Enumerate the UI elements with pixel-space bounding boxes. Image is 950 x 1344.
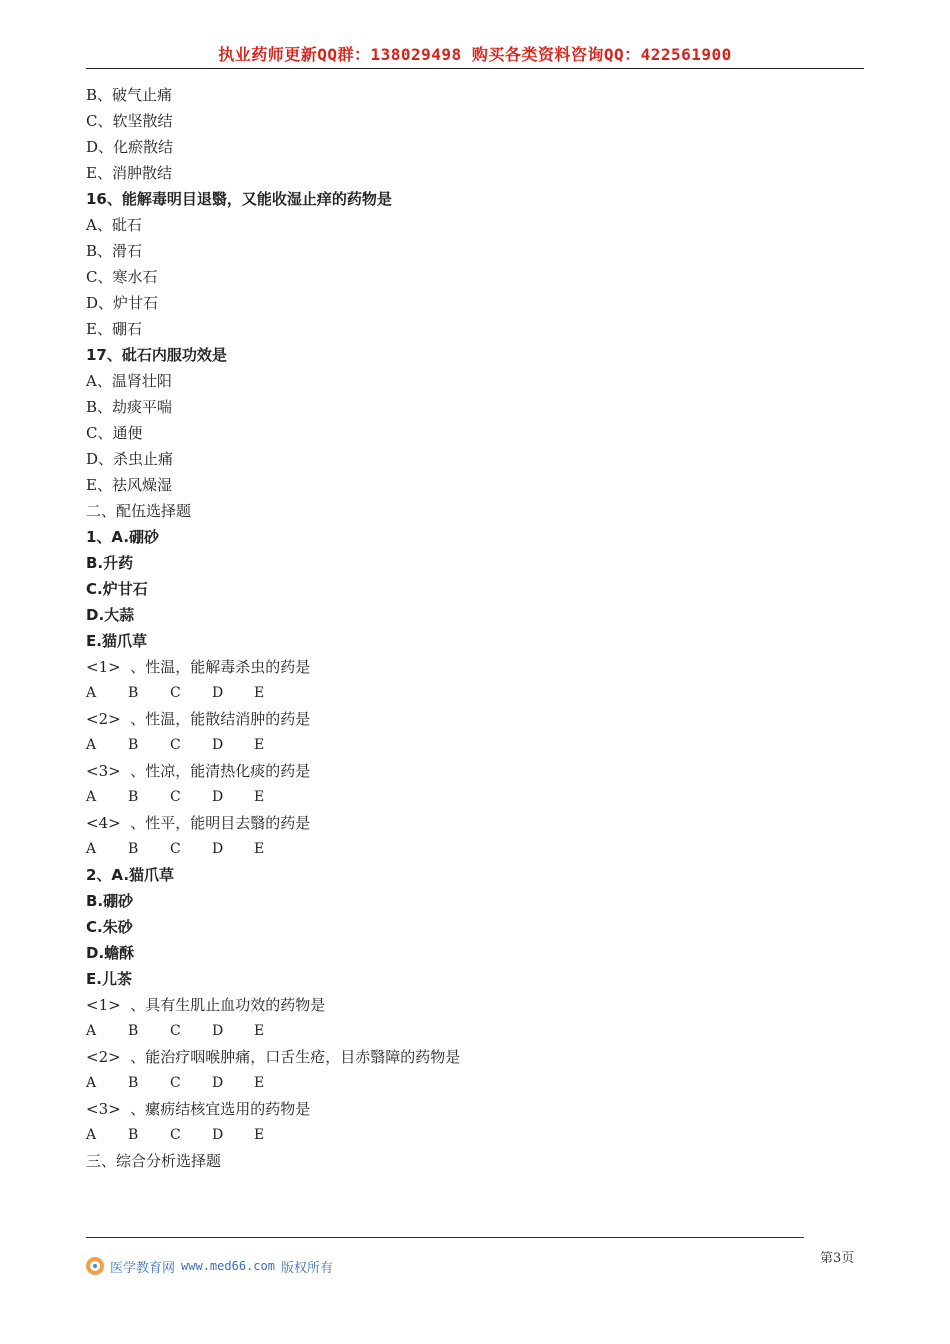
answer-b[interactable]: B — [128, 789, 139, 805]
answer-a[interactable]: A — [86, 737, 97, 753]
answer-d[interactable]: D — [212, 789, 224, 805]
q16-option-d: D、炉甘石 — [86, 294, 159, 312]
answer-c[interactable]: C — [170, 685, 181, 701]
answer-e[interactable]: E — [254, 789, 265, 805]
answer-choices[interactable] — [86, 1122, 866, 1148]
q16-stem: 16、能解毒明目退翳，又能收湿止痒的药物是 — [86, 190, 392, 208]
q16-option-b: B、滑石 — [86, 242, 143, 260]
q17-option-b: B、劫痰平喘 — [86, 398, 173, 416]
footer-brand — [86, 1256, 333, 1276]
footer-rights: 版权所有 — [280, 1260, 333, 1276]
q17-option-c: C、通便 — [86, 424, 143, 442]
group1-q3: <3> 、性凉，能清热化痰的药是 — [86, 762, 311, 780]
q15-option-e: E、消肿散结 — [86, 164, 172, 182]
q17-stem: 17、砒石内服功效是 — [86, 346, 227, 364]
answer-a[interactable]: A — [86, 1075, 97, 1091]
answer-e[interactable]: E — [254, 1075, 265, 1091]
group1-option-e: E.猫爪草 — [86, 632, 147, 650]
q17-option-a: A、温肾壮阳 — [86, 372, 172, 390]
group1-option-a: 1、A.硼砂 — [86, 528, 160, 546]
group2-option-b: B.硼砂 — [86, 892, 134, 910]
answer-a[interactable]: A — [86, 1127, 97, 1143]
answer-d[interactable]: D — [212, 1127, 224, 1143]
group1-option-c: C.炉甘石 — [86, 580, 148, 598]
answer-a[interactable]: A — [86, 685, 97, 701]
answer-b[interactable]: B — [128, 685, 139, 701]
group1-q4: <4> 、性平，能明目去翳的药是 — [86, 814, 311, 832]
group2-option-a: 2、A.猫爪草 — [86, 866, 175, 884]
group2-q3: <3> 、瘰疬结核宜选用的药物是 — [86, 1100, 311, 1118]
answer-a[interactable]: A — [86, 789, 97, 805]
answer-e[interactable]: E — [254, 1023, 265, 1039]
answer-a[interactable]: A — [86, 841, 97, 857]
group2-option-d: D.蟾酥 — [86, 944, 135, 962]
answer-choices[interactable] — [86, 1070, 866, 1096]
header-text: 执业药师更新QQ群：138029498 购买各类资料咨询QQ：422561900 — [218, 45, 732, 64]
answer-choices[interactable] — [86, 732, 866, 758]
answer-e[interactable]: E — [254, 841, 265, 857]
answer-e[interactable]: E — [254, 737, 265, 753]
answer-d[interactable]: D — [212, 1075, 224, 1091]
q15-option-b: B、破气止痛 — [86, 86, 173, 104]
answer-d[interactable]: D — [212, 841, 224, 857]
footer-divider — [86, 1237, 804, 1238]
group2-option-e: E.儿茶 — [86, 970, 132, 988]
q16-option-a: A、砒石 — [86, 216, 142, 234]
q17-option-e: E、祛风燥湿 — [86, 476, 172, 494]
answer-c[interactable]: C — [170, 1127, 181, 1143]
answer-d[interactable]: D — [212, 737, 224, 753]
group1-q1: <1> 、性温，能解毒杀虫的药是 — [86, 658, 311, 676]
answer-choices[interactable] — [86, 1018, 866, 1044]
answer-c[interactable]: C — [170, 1075, 181, 1091]
answer-c[interactable]: C — [170, 737, 181, 753]
med66-logo-icon — [86, 1257, 104, 1275]
document-body — [86, 82, 866, 1174]
group1-option-d: D.大蒜 — [86, 606, 135, 624]
group2-option-c: C.朱砂 — [86, 918, 133, 936]
footer-site-name: 医学教育网 — [110, 1260, 176, 1276]
answer-choices[interactable] — [86, 784, 866, 810]
answer-e[interactable]: E — [254, 1127, 265, 1143]
q16-option-e: E、硼石 — [86, 320, 142, 338]
answer-b[interactable]: B — [128, 737, 139, 753]
section2-title: 二、配伍选择题 — [86, 502, 192, 520]
answer-b[interactable]: B — [128, 1023, 139, 1039]
answer-d[interactable]: D — [212, 1023, 224, 1039]
answer-c[interactable]: C — [170, 841, 181, 857]
group1-option-b: B.升药 — [86, 554, 134, 572]
section3-title: 三、综合分析选择题 — [86, 1152, 222, 1170]
answer-choices[interactable] — [86, 836, 866, 862]
answer-b[interactable]: B — [128, 1127, 139, 1143]
group2-q1: <1> 、具有生肌止血功效的药物是 — [86, 996, 326, 1014]
page-header — [86, 42, 864, 69]
q15-option-c: C、软坚散结 — [86, 112, 173, 130]
answer-b[interactable]: B — [128, 1075, 139, 1091]
q15-option-d: D、化瘀散结 — [86, 138, 174, 156]
answer-c[interactable]: C — [170, 789, 181, 805]
answer-d[interactable]: D — [212, 685, 224, 701]
answer-e[interactable]: E — [254, 685, 265, 701]
answer-choices[interactable] — [86, 680, 866, 706]
page-number: 第3页 — [820, 1251, 855, 1266]
q17-option-d: D、杀虫止痛 — [86, 450, 174, 468]
group1-q2: <2> 、性温，能散结消肿的药是 — [86, 710, 311, 728]
answer-b[interactable]: B — [128, 841, 139, 857]
answer-a[interactable]: A — [86, 1023, 97, 1039]
q16-option-c: C、寒水石 — [86, 268, 158, 286]
answer-c[interactable]: C — [170, 1023, 181, 1039]
group2-q2: <2> 、能治疗咽喉肿痛，口舌生疮，目赤翳障的药物是 — [86, 1048, 461, 1066]
footer-url[interactable]: www.med66.com — [181, 1259, 275, 1273]
